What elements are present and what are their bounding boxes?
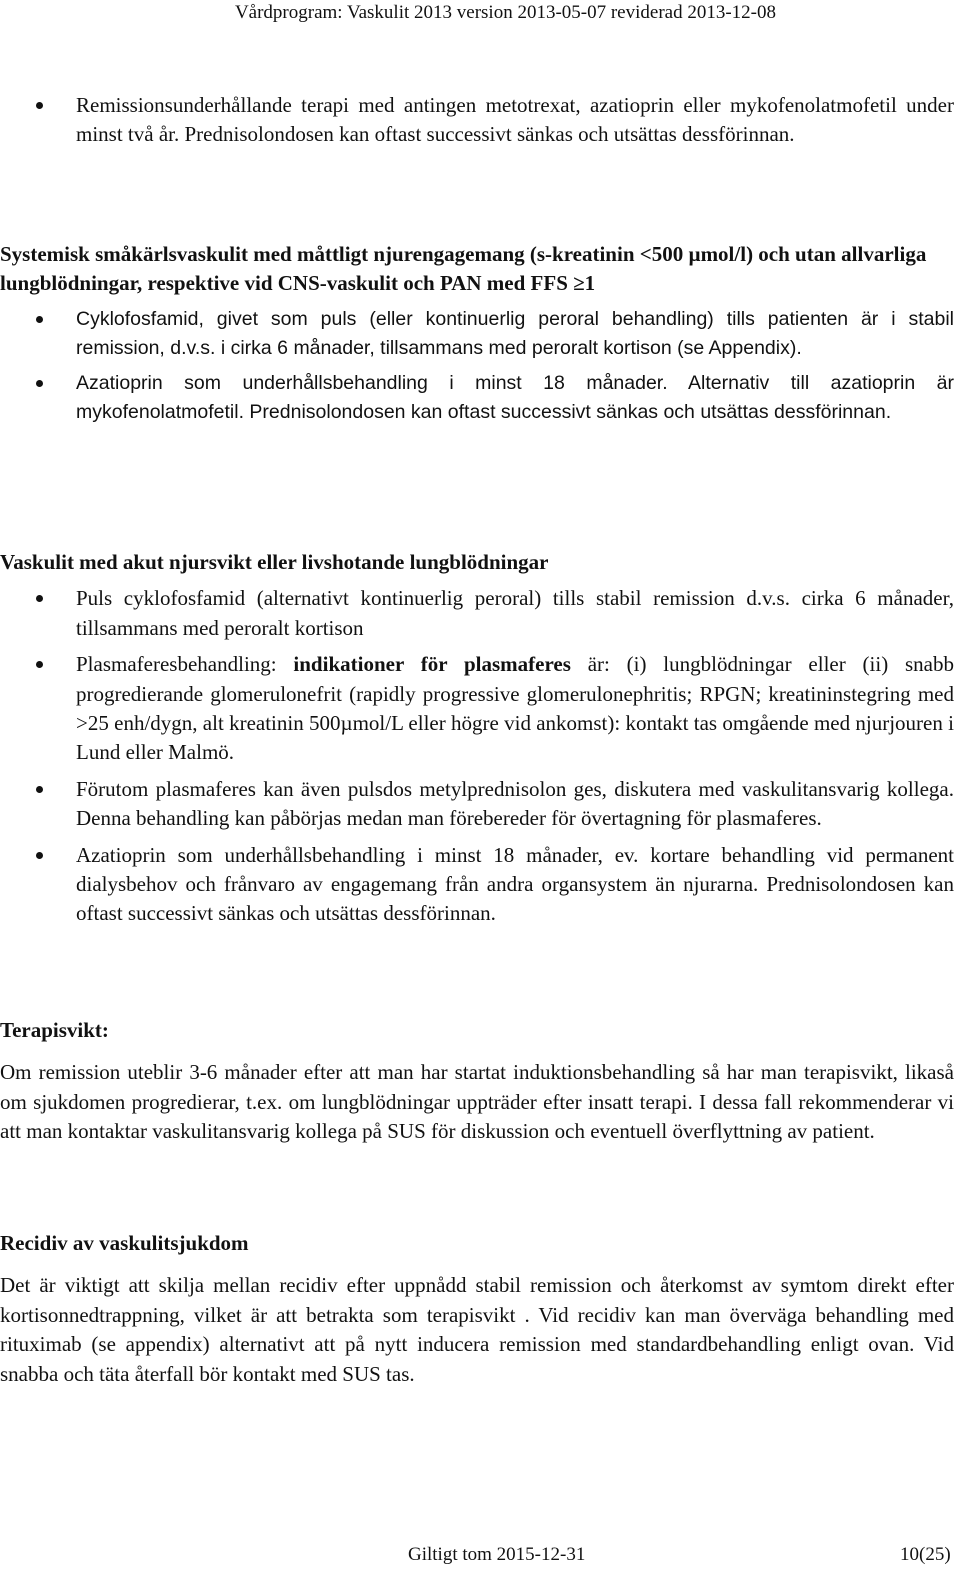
acute-bullet-text: Förutom plasmaferes kan även pulsdos metylprednisolon ges, diskutera med vaskulitansvarig kollega. Denna behandling kan påbörjas medan man förebereder för övertagning för plasmaferes. bbox=[76, 776, 954, 831]
systemic-heading: Systemisk småkärlsvaskulit med måttligt njurengagemang (s-kreatinin <500 µmol/l) och utan allvarliga lungblödningar, respektive vid CNS-vaskulit och PAN med FFS ≥1 bbox=[0, 242, 927, 296]
list-item bbox=[0, 91, 954, 150]
intro-bullet-text: Remissionsunderhållande terapi med antingen metotrexat, azatioprin eller mykofenolatmofetil under minst två år. Prednisolondosen kan oftast successivt sänkas och utsättas dessförinnan. bbox=[76, 93, 954, 147]
systemic-section bbox=[0, 240, 954, 427]
list-item bbox=[0, 305, 954, 364]
footer-valid-until: Giltigt tom 2015-12-31 bbox=[408, 1544, 586, 1565]
bullet-icon bbox=[36, 852, 43, 859]
terapisvikt-body: Om remission uteblir 3-6 månader efter att man har startat induktionsbehandling så har man terapisvikt, likaså om sjukdomen progredierar, t.ex. om lungblödningar uppträder efter insatt terapi. I dessa fall rekommenderar vi att man kontaktar vaskulitansvarig kollega på SUS för diskussion och eventuell överflyttning av patient. bbox=[0, 1060, 954, 1144]
acute-heading: Vaskulit med akut njursvikt eller livshotande lungblödningar bbox=[0, 550, 549, 574]
document-header: Vårdprogram: Vaskulit 2013 version 2013-05-07 reviderad 2013-12-08 bbox=[234, 2, 776, 23]
systemic-bullet-text: Azatioprin som underhållsbehandling i minst 18 månader. Alternativ till azatioprin är mykofenolatmofetil. Prednisolondosen kan oftast successivt sänkas och utsättas dessförinnan. bbox=[76, 371, 954, 424]
list-item bbox=[0, 369, 954, 428]
terapisvikt-heading: Terapisvikt: bbox=[0, 1018, 109, 1042]
list-item bbox=[0, 775, 954, 834]
acute-bullet-text: Azatioprin som underhållsbehandling i minst 18 månader, ev. kortare behandling vid permanent dialysbehov och frånvaro av engagemang från andra organsystem än njurarna. Prednisolondosen kan oftast successivt sänkas och utsättas dessförinnan. bbox=[76, 842, 954, 926]
bullet-icon bbox=[36, 786, 43, 793]
acute-bullet-text: Puls cyklofosfamid (alternativt kontinuerlig peroral) tills stabil remission d.v.s. cirka 6 månader, tillsammans med peroralt kortison bbox=[76, 586, 954, 640]
bullet-icon bbox=[36, 661, 43, 668]
systemic-bullet-text: Cyklofosfamid, givet som puls (eller kontinuerlig peroral behandling) tills patienten är i stabil remission, d.v.s. i cirka 6 månader, tillsammans med peroralt kortison (se Appendix). bbox=[76, 307, 954, 360]
acute-section bbox=[0, 548, 954, 929]
acute-bullet-list bbox=[0, 584, 954, 928]
terapisvikt-section bbox=[0, 1016, 954, 1147]
bullet-icon bbox=[36, 595, 43, 602]
acute-bullet-text-post: är: (i) lungblödningar eller (ii) snabb progredierande glomerulonefrit (rapidly progressive glomerulonephritis; RPGN; kreatininstegring med >25 enh/dygn, alt kreatinin 500µmol/L eller högre vid ankomst): kontakt tas omgående med njurjouren i Lund eller Malmö. bbox=[76, 652, 954, 765]
intro-section bbox=[0, 91, 954, 150]
intro-bullet-list bbox=[0, 91, 954, 150]
footer-page-number: 10(25) bbox=[900, 1544, 951, 1565]
bullet-icon bbox=[36, 102, 43, 109]
acute-bullet-bold-text: indikationer för plasmaferes bbox=[293, 652, 571, 677]
list-item bbox=[0, 584, 954, 643]
recidiv-heading: Recidiv av vaskulitsjukdom bbox=[0, 1231, 249, 1255]
systemic-bullet-list bbox=[0, 305, 954, 428]
list-item bbox=[0, 650, 954, 768]
acute-bullet-text-pre: Plasmaferesbehandling: bbox=[76, 652, 294, 677]
bullet-icon bbox=[36, 316, 43, 323]
bullet-icon bbox=[36, 380, 43, 387]
list-item bbox=[0, 841, 954, 929]
recidiv-body: Det är viktigt att skilja mellan recidiv efter uppnådd stabil remission och återkomst av symtom direkt efter kortisonnedtrappning, vilket är att betrakta som terapisvikt . Vid recidiv kan man överväga behandling med rituximab (se appendix) alternativt att på nytt inducera remission med standardbehandling enligt ovan. Vid snabba och täta återfall bör kontakt med SUS tas. bbox=[0, 1273, 954, 1386]
recidiv-section bbox=[0, 1229, 954, 1389]
